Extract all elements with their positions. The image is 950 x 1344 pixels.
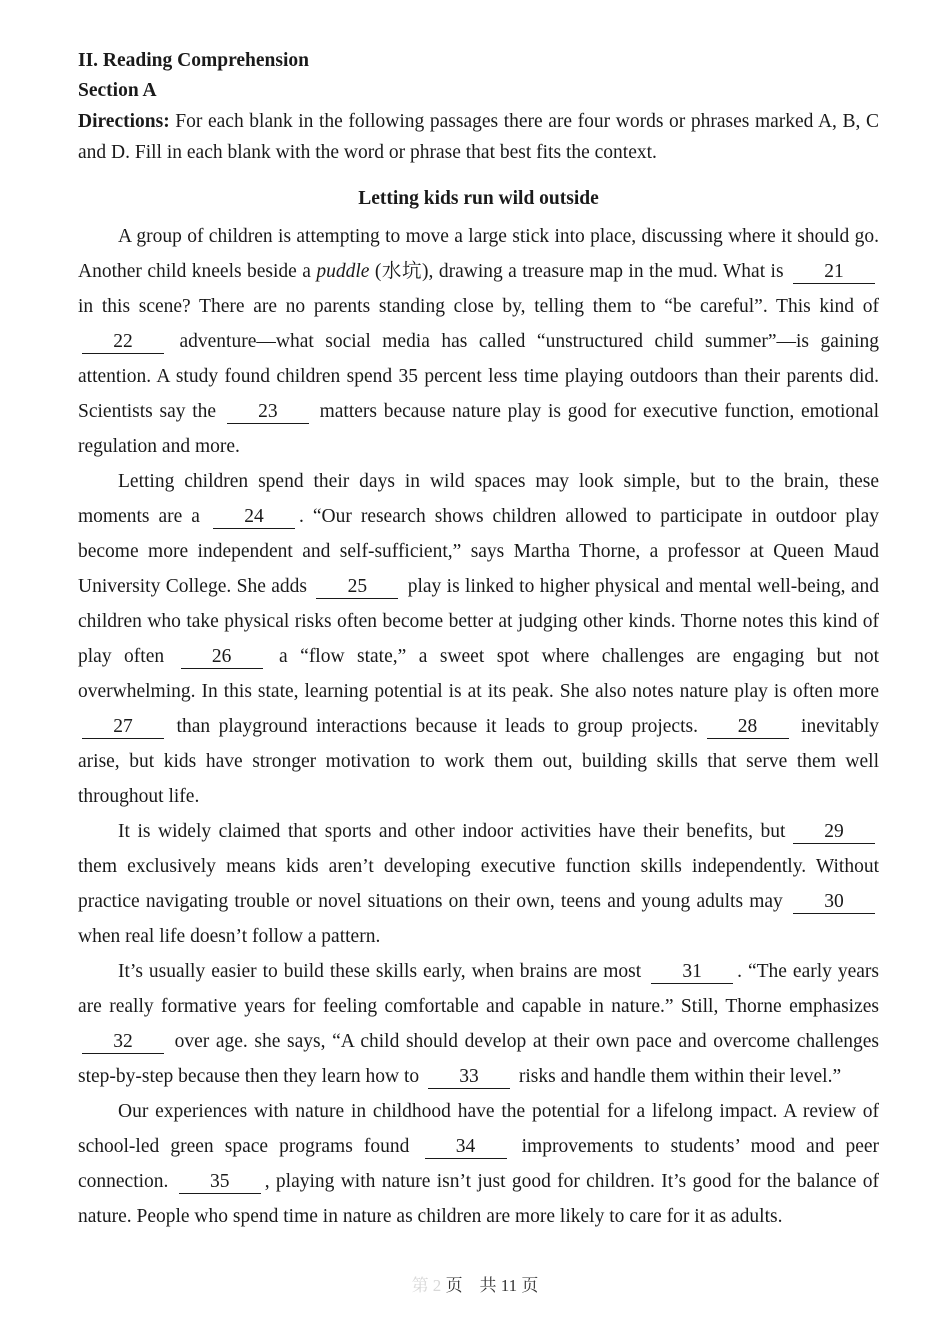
text: , playing with nature isn’t just good for children. It’s good for the balance of nature. People who spend time in nature as children are more likely to care for it as adults. [78, 1171, 879, 1227]
text: risks and handle them within their level.” [518, 1066, 842, 1087]
blank-34[interactable]: 34 [425, 1136, 507, 1159]
text: them exclusively means kids aren’t developing executive function skills independently. Without practice navigating trouble or novel situations on their own, teens and young adults may [78, 856, 879, 912]
exam-page [78, 46, 879, 1234]
page-number: 页 共 11 页 [445, 1276, 539, 1295]
text: over age. she says, “A child should develop at their own pace and overcome challenges step-by-step because then they learn how to [78, 1031, 879, 1087]
page-footer [0, 1271, 950, 1296]
passage-title: Letting kids run wild outside [358, 188, 599, 209]
text: play is linked to higher physical and mental well-being, and children who take physical risks often become better at judging other kinds. Thorne notes this kind of play often [78, 576, 879, 667]
text: (水坑), drawing a treasure map in the mud. What is [369, 261, 784, 282]
text: A group of children is attempting to move a large stick into place, discussing where it should go. Another child kneels beside a [78, 226, 879, 282]
paragraph-1 [78, 219, 879, 464]
paragraph-4 [78, 954, 879, 1094]
text: Letting children spend their days in wild spaces may look simple, but to the brain, these moments are a [78, 471, 879, 527]
text: adventure—what social media has called “unstructured child summer”—is gaining attention. A study found children spend 35 percent less time playing outdoors than their parents did. Scientists say the [78, 331, 880, 422]
blank-21[interactable]: 21 [793, 261, 875, 284]
directions-label: Directions: [78, 111, 170, 132]
blank-22[interactable]: 22 [82, 331, 164, 354]
section-subtitle: Section A [78, 80, 157, 101]
section-title: II. Reading Comprehension [78, 50, 309, 71]
text: improvements to students’ mood and peer connection. [78, 1136, 880, 1192]
paragraph-5 [78, 1094, 879, 1234]
paragraph-3 [78, 814, 879, 954]
italic-word: puddle [316, 261, 370, 282]
text: . “The early years are really formative years for feeling comfortable and capable in nature.” Still, Thorne emphasizes [78, 961, 880, 1017]
text: than playground interactions because it leads to group projects. [176, 716, 698, 737]
blank-24[interactable]: 24 [213, 506, 295, 529]
blank-26[interactable]: 26 [181, 646, 263, 669]
blank-30[interactable]: 30 [793, 891, 875, 914]
blank-32[interactable]: 32 [82, 1031, 164, 1054]
blank-35[interactable]: 35 [179, 1171, 261, 1194]
blank-33[interactable]: 33 [428, 1066, 510, 1089]
blank-29[interactable]: 29 [793, 821, 875, 844]
blank-23[interactable]: 23 [227, 401, 309, 424]
text: a “flow state,” a sweet spot where challenges are engaging but not overwhelming. In this state, learning potential is at its peak. She also notes nature play is often more [78, 646, 880, 702]
page-number-faded: 第 2 [411, 1276, 446, 1295]
text: inevitably arise, but kids have stronger motivation to work them out, building skills that serve them well throughout life. [78, 716, 880, 807]
blank-31[interactable]: 31 [651, 961, 733, 984]
text: . “Our research shows children allowed to participate in outdoor play become more independent and self-sufficient,” says Martha Thorne, a professor at Queen Maud University College. She adds [78, 506, 879, 597]
blank-27[interactable]: 27 [82, 716, 164, 739]
blank-28[interactable]: 28 [707, 716, 789, 739]
blank-25[interactable]: 25 [316, 576, 398, 599]
directions [78, 106, 879, 168]
directions-text: For each blank in the following passages there are four words or phrases marked A, B, C and D. Fill in each blank with the word or phrase that best fits the context. [78, 111, 879, 163]
text: in this scene? There are no parents standing close by, telling them to “be careful”. This kind of [78, 296, 879, 317]
text: Our experiences with nature in childhood have the potential for a lifelong impact. A review of school-led green space programs found [78, 1101, 879, 1157]
text: It is widely claimed that sports and other indoor activities have their benefits, but [118, 821, 786, 842]
paragraph-2 [78, 464, 879, 814]
text: matters because nature play is good for executive function, emotional regulation and more. [78, 401, 879, 457]
text: It’s usually easier to build these skills early, when brains are most [118, 961, 642, 982]
text: when real life doesn’t follow a pattern. [78, 926, 381, 947]
